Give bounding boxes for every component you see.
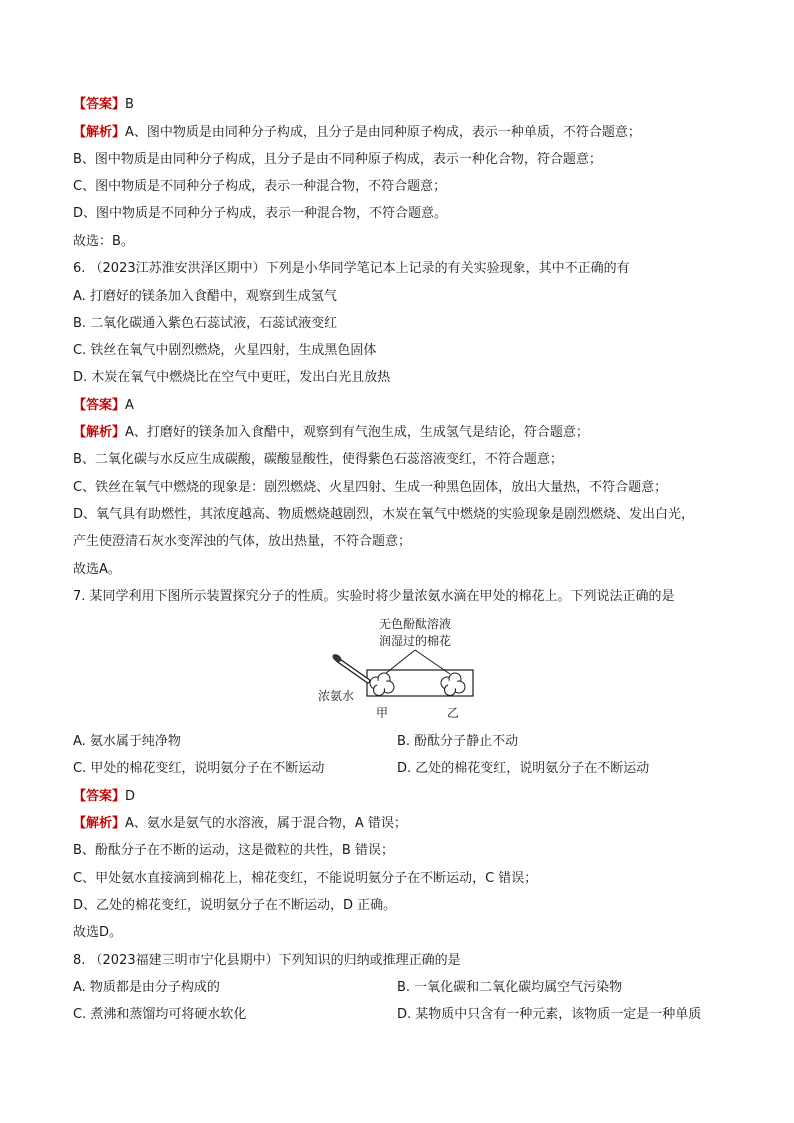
cotton-jia bbox=[370, 673, 394, 696]
label-phenolphthalein: 无色酚酞溶液 bbox=[378, 617, 452, 631]
option-c: C. 煮沸和蒸馏均可将硬水软化 bbox=[73, 1007, 247, 1022]
answer-tag: 【答案】 bbox=[73, 97, 126, 112]
analysis-text: 产生使澄清石灰水变浑浊的气体，放出热量，不符合题意； bbox=[73, 534, 412, 549]
analysis-text: D、氧气具有助燃性，其浓度越高、物质燃烧越剧烈，木炭在氧气中燃烧的实验现象是剧烈燃烧、发出白光， bbox=[73, 507, 695, 522]
analysis-text: C、铁丝在氧气中燃烧的现象是：剧烈燃烧、火星四射、生成一种黑色固体，放出大量热，不符合题意； bbox=[73, 480, 668, 495]
option-a: A. 氨水属于纯净物 bbox=[73, 734, 181, 749]
cotton-yi bbox=[441, 673, 465, 696]
ammonia-diffusion-figure bbox=[300, 610, 500, 725]
label-wet-cotton: 润湿过的棉花 bbox=[378, 634, 452, 648]
analysis-text: C、甲处氨水直接滴到棉花上，棉花变红，不能说明氨分子在不断运动，C 错误； bbox=[73, 871, 538, 886]
analysis-tag: 【解析】 bbox=[73, 125, 126, 140]
analysis-tag: 【解析】 bbox=[73, 425, 126, 440]
analysis-tag: 【解析】 bbox=[73, 816, 126, 831]
analysis-text: D、图中物质是不同种分子构成，表示一种混合物，不符合题意。 bbox=[73, 206, 448, 221]
label-jia: 甲 bbox=[375, 706, 389, 720]
option-b: B. 酚酞分子静止不动 bbox=[397, 734, 519, 749]
option-a: A. 打磨好的镁条加入食醋中，观察到生成氢气 bbox=[73, 289, 337, 304]
label-ammonia: 浓氨水 bbox=[317, 689, 354, 703]
analysis-text: A、氨水是氨气的水溶液，属于混合物，A 错误； bbox=[125, 816, 407, 831]
option-c: C. 铁丝在氧气中剧烈燃烧，火星四射，生成黑色固体 bbox=[73, 343, 377, 358]
option-b: B. 一氧化碳和二氧化碳均属空气污染物 bbox=[397, 980, 623, 995]
question-stem: 6. （2023江苏淮安洪泽区期中）下列是小华同学笔记本上记录的有关实验现象，其中不正确的有 bbox=[73, 261, 630, 276]
q7-answer-line bbox=[73, 788, 733, 805]
answer-value: D bbox=[125, 789, 136, 804]
answer-tag: 【答案】 bbox=[73, 398, 126, 413]
q5-answer-line bbox=[73, 96, 733, 113]
analysis-text: A、图中物质是由同种分子构成，且分子是由同种原子构成，表示一种单质，不符合题意； bbox=[125, 125, 641, 140]
q7-analysis-line bbox=[73, 815, 733, 832]
analysis-text: C、图中物质是不同种分子构成，表示一种混合物，不符合题意； bbox=[73, 179, 447, 194]
conclusion-text: 故选：B。 bbox=[73, 234, 134, 249]
option-a: A. 物质都是由分子构成的 bbox=[73, 980, 220, 995]
option-d: D. 某物质中只含有一种元素，该物质一定是一种单质 bbox=[397, 1007, 702, 1022]
option-c: C. 甲处的棉花变红，说明氨分子在不断运动 bbox=[73, 761, 325, 776]
conclusion-text: 故选A。 bbox=[73, 562, 121, 577]
q6-answer-line bbox=[73, 397, 733, 414]
analysis-text: A、打磨好的镁条加入食醋中，观察到有气泡生成，生成氢气是结论，符合题意； bbox=[125, 425, 589, 440]
analysis-text: B、图中物质是由同种分子构成，且分子是由不同种原子构成，表示一种化合物，符合题意； bbox=[73, 152, 602, 167]
option-d: D. 乙处的棉花变红，说明氨分子在不断运动 bbox=[397, 761, 650, 776]
conclusion-text: 故选D。 bbox=[73, 925, 123, 940]
question-stem: 7. 某同学利用下图所示装置探究分子的性质。实验时将少量浓氨水滴在甲处的棉花上。下列说法正确的是 bbox=[73, 589, 675, 604]
label-yi: 乙 bbox=[446, 706, 460, 720]
analysis-text: D、乙处的棉花变红，说明氨分子在不断运动，D 正确。 bbox=[73, 898, 397, 913]
question-stem: 8. （2023福建三明市宁化县期中）下列知识的归纳或推理正确的是 bbox=[73, 953, 461, 968]
answer-tag: 【答案】 bbox=[73, 789, 126, 804]
apparatus-diagram bbox=[300, 610, 500, 725]
analysis-text: B、酚酞分子在不断的运动，这是微粒的共性，B 错误； bbox=[73, 843, 394, 858]
q5-analysis-line bbox=[73, 124, 733, 141]
answer-value: B bbox=[125, 97, 134, 112]
analysis-text: B、二氧化碳与水反应生成碳酸，碳酸显酸性，使得紫色石蕊溶液变红，不符合题意； bbox=[73, 452, 563, 467]
option-b: B. 二氧化碳通入紫色石蕊试液，石蕊试液变红 bbox=[73, 316, 338, 331]
option-d: D. 木炭在氧气中燃烧比在空气中更旺，发出白光且放热 bbox=[73, 370, 391, 385]
answer-value: A bbox=[125, 398, 134, 413]
q6-analysis-line bbox=[73, 424, 733, 441]
